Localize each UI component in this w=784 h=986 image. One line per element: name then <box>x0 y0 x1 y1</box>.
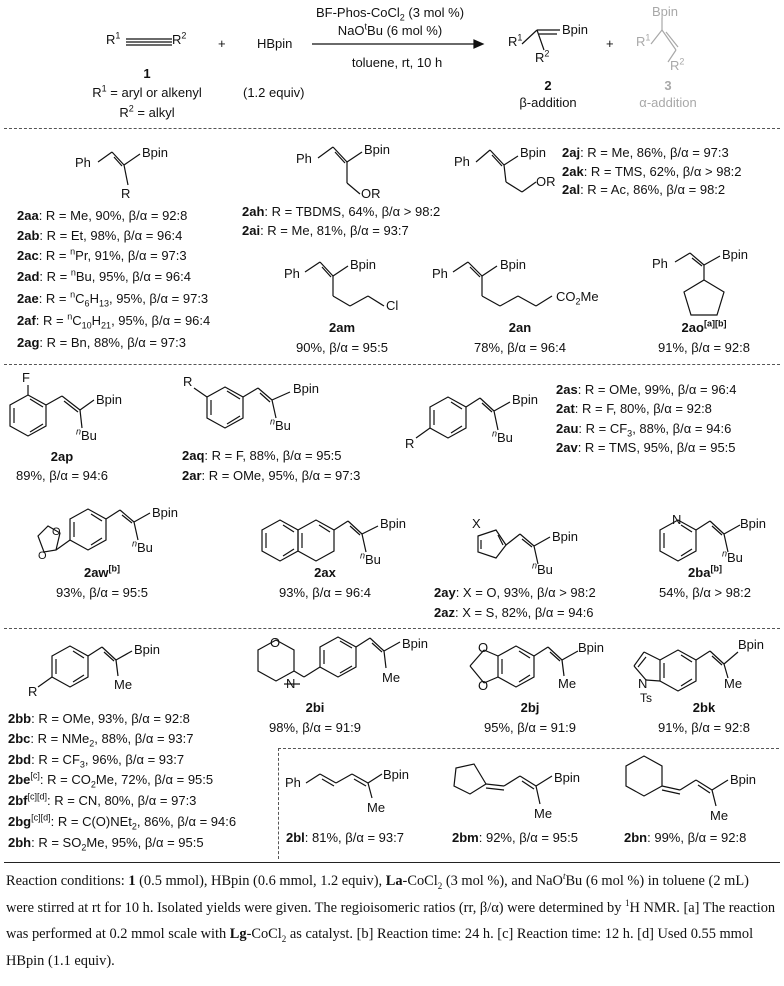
o-2bj-1: O <box>478 640 489 655</box>
caption-rule <box>4 862 780 863</box>
me-2bn: Me <box>710 808 729 823</box>
label-2aw: 2aw[b] <box>83 563 121 580</box>
label-2bk: 2bk <box>692 700 716 715</box>
yield-2am: 90%, β/α = 95:5 <box>296 340 388 355</box>
bpin-2bj: Bpin <box>578 640 605 655</box>
label-2ba: 2ba[b] <box>688 563 722 580</box>
condition-catalyst: BF-Phos-CoCl$_2$ (3 mol %) <box>315 5 465 23</box>
bpin-2as: Bpin <box>512 392 539 407</box>
nbu-2as: $^n$Bu <box>492 428 513 445</box>
row-2af: 2af: $R = ^nC_{10}H_{21}$, 95%, β/α = 96:4 <box>17 311 211 331</box>
bpin-2aq: Bpin <box>293 381 320 396</box>
ph-2ah: Ph <box>296 151 312 166</box>
yield-2bk: 91%, β/α = 92:8 <box>658 720 750 735</box>
ts-2bk: Ts <box>640 691 652 705</box>
n-2ba: N <box>672 512 682 527</box>
f-2ap: F <box>22 370 30 385</box>
label-2an: 2an <box>508 320 532 335</box>
alkyne-r1: $R^1$ <box>106 30 121 47</box>
row-2ad: 2ad: R = $^n$Bu, 95%, β/α = 96:4 <box>17 267 191 284</box>
compound-3-label: 3 <box>664 78 672 93</box>
r-2as: R <box>405 436 415 451</box>
n-2bk: N <box>638 676 648 691</box>
row-2av: 2av: R = TMS, 95%, β/α = 95:5 <box>556 440 736 455</box>
r2-definition: $R^2$ = alkyl <box>119 103 175 120</box>
bpin-2ax: Bpin <box>380 516 407 531</box>
bpin-2ba: Bpin <box>740 516 767 531</box>
hbpin-equiv: (1.2 equiv) <box>243 85 305 100</box>
me-2bj: Me <box>558 676 577 691</box>
product-2-bpin: Bpin <box>562 22 589 37</box>
alkyne-r2: $R^2$ <box>172 30 187 47</box>
row-2at: 2at: R = F, 80%, β/α = 92:8 <box>556 401 712 416</box>
row-2au: 2au: $R = CF_3$, 88%, β/α = 94:6 <box>556 421 732 439</box>
label-2bj: 2bj <box>520 700 540 715</box>
o-2bi: O <box>270 635 281 650</box>
r-2bb: R <box>28 684 38 699</box>
label-2bi: 2bi <box>305 700 325 715</box>
condition-base: NaO$^t$Bu (6 mol %) <box>337 21 443 38</box>
row-2bc: 2bc: R = NMe$_2$, 88%, β/α = 93:7 <box>8 731 194 749</box>
row-2as: 2as: R = OMe, 99%, β/α = 96:4 <box>556 382 737 397</box>
bpin-2bn: Bpin <box>730 772 757 787</box>
bpin-2aa: Bpin <box>142 145 169 160</box>
compound-3-desc: α-addition <box>639 95 697 110</box>
row-2bg: 2bg[c][d]: R = C(O)NEt$_2$, 86%, β/α = 94:6 <box>8 812 237 832</box>
nbu-2aw: $^n$Bu <box>132 538 153 555</box>
r-2aa: R <box>121 186 131 201</box>
bpin-2ah: Bpin <box>364 142 391 157</box>
yield-2ba: 54%, β/α > 98:2 <box>659 585 751 600</box>
ph-2am: Ph <box>284 266 300 281</box>
bpin-2bk: Bpin <box>738 637 765 652</box>
or-2aj: OR <box>536 174 556 189</box>
row-2ab: 2ab: R = Et, 98%, β/α = 96:4 <box>17 228 183 243</box>
r-2aq: R <box>183 374 193 389</box>
label-2ax: 2ax <box>314 565 336 580</box>
me-2bl: Me <box>367 800 386 815</box>
bpin-2bm: Bpin <box>554 770 581 785</box>
row-2bb: 2bb: R = OMe, 93%, β/α = 92:8 <box>8 711 190 726</box>
compound-1-label: 1 <box>143 66 151 81</box>
compound-2-label: 2 <box>544 78 552 93</box>
row-2bf: 2bf[c][d]: R = CN, 80%, β/α = 97:3 <box>8 791 197 808</box>
me-2bi: Me <box>382 670 401 685</box>
yield-2aw: 93%, β/α = 95:5 <box>56 585 148 600</box>
compound-2-desc: β-addition <box>519 95 577 110</box>
bpin-2am: Bpin <box>350 257 377 272</box>
row-2aj: 2aj: R = Me, 86%, β/α = 97:3 <box>562 145 729 160</box>
row-2ac: 2ac: R = $^n$Pr, 91%, β/α = 97:3 <box>17 246 187 263</box>
ph-2ao: Ph <box>652 256 668 271</box>
bpin-2bi: Bpin <box>402 636 429 651</box>
bpin-2an: Bpin <box>500 257 527 272</box>
nbu-2ay: $^n$Bu <box>532 560 553 577</box>
hbpin-reagent: HBpin <box>257 36 293 51</box>
me-2bb: Me <box>114 677 133 692</box>
label-2ap: 2ap <box>50 449 74 464</box>
row-2ae: 2ae: $R = ^nC_6H_{13}$, 95%, β/α = 97:3 <box>17 289 209 309</box>
n-2bi: N <box>286 676 296 691</box>
bpin-2ao: Bpin <box>722 247 749 262</box>
row-2ay: 2ay: X = O, 93%, β/α > 98:2 <box>434 585 596 600</box>
x-2ay: X <box>472 516 481 531</box>
row-2az: 2az: X = S, 82%, β/α = 94:6 <box>434 605 594 620</box>
plus-sign: + <box>218 36 226 51</box>
row-2bh: 2bh: $R = SO_2Me$, 95%, β/α = 95:5 <box>8 835 204 853</box>
nbu-2ap: $^n$Bu <box>76 426 97 443</box>
nbu-2ba: $^n$Bu <box>722 548 743 565</box>
o-2aw-1: O <box>52 526 61 538</box>
yield-2bi: 98%, β/α = 91:9 <box>269 720 361 735</box>
bpin-2bb: Bpin <box>134 642 161 657</box>
row-2ak: 2ak: R = TMS, 62%, β/α > 98:2 <box>562 164 742 179</box>
row-2bm: 2bm: 92%, β/α = 95:5 <box>452 830 578 845</box>
ph-2an: Ph <box>432 266 448 281</box>
me-2bk: Me <box>724 676 743 691</box>
product-2-r1: $R^1$ <box>508 32 523 49</box>
label-2am: 2am <box>328 320 356 335</box>
bpin-2ay: Bpin <box>552 529 579 544</box>
label-2ao: 2ao[a][b] <box>681 318 727 335</box>
me-2bm: Me <box>534 806 553 821</box>
product-3-bpin: Bpin <box>652 4 679 19</box>
yield-2ax: 93%, β/α = 96:4 <box>279 585 371 600</box>
yield-2bj: 95%, β/α = 91:9 <box>484 720 576 735</box>
yield-2an: 78%, β/α = 96:4 <box>474 340 566 355</box>
yield-2ap: 89%, β/α = 94:6 <box>16 468 108 483</box>
bpin-2ap: Bpin <box>96 392 123 407</box>
row-2bd: 2bd: $R = CF_3$, 96%, β/α = 93:7 <box>8 752 185 770</box>
condition-solvent: toluene, rt, 10 h <box>351 55 443 70</box>
row-2aq: 2aq: R = F, 88%, β/α = 95:5 <box>182 448 342 463</box>
ph-2aa: Ph <box>75 155 91 170</box>
cl-2am: Cl <box>386 298 399 313</box>
table-caption: Reaction conditions: 1 (0.5 mmol), HBpin (0.6 mmol, 1.2 equiv), La-CoCl$_2$ (3 mol %), and NaO$^t$Bu (6 mol %) in toluene (2 mL) were stirred at rt for 10 h. Isolated yields were given. The regioisomeric ratios (rr, β/α) were determined by $^1$H NMR. [a] The reaction was performed at 0.2 mmol scale with Lg-CoCl$_2$ as catalyst. [b] Reaction time: 24 h. [c] Reaction time: 12 h. [d] Used 0.55 mmol HBpin (1.1 equiv). <box>6 871 776 969</box>
row-2ah: 2ah: R = TBDMS, 64%, β/α > 98:2 <box>242 204 441 219</box>
nbu-2aq: $^n$Bu <box>270 416 291 433</box>
product-2-r2: $R^2$ <box>535 48 550 65</box>
row-2bl: 2bl: 81%, β/α = 93:7 <box>286 830 404 845</box>
co2me-2an: $CO_2Me$ <box>556 289 599 307</box>
plus-sign-2: + <box>606 36 614 51</box>
product-3-r2: $R^2$ <box>670 56 685 73</box>
or-2ah: OR <box>361 186 381 201</box>
o-2bj-2: O <box>478 678 489 693</box>
nbu-2ax: $^n$Bu <box>360 550 381 567</box>
row-2ar: 2ar: R = OMe, 95%, β/α = 97:3 <box>182 468 361 483</box>
r1-definition: $R^1$ = aryl or alkenyl <box>92 83 202 100</box>
row-2aa: 2aa: R = Me, 90%, β/α = 92:8 <box>17 208 188 223</box>
row-2ai: 2ai: R = Me, 81%, β/α = 93:7 <box>242 223 409 238</box>
bpin-2bl: Bpin <box>383 767 410 782</box>
product-3-r1: $R^1$ <box>636 32 651 49</box>
bpin-2aw: Bpin <box>152 505 179 520</box>
yield-2ao: 91%, β/α = 92:8 <box>658 340 750 355</box>
ph-2bl: Ph <box>285 775 301 790</box>
ph-2aj: Ph <box>454 154 470 169</box>
row-2bn: 2bn: 99%, β/α = 92:8 <box>624 830 747 845</box>
bpin-2aj: Bpin <box>520 145 547 160</box>
row-2ag: 2ag: R = Bn, 88%, β/α = 97:3 <box>17 335 186 350</box>
o-2aw-2: O <box>38 550 47 562</box>
row-2be: 2be[c]: $R = CO_2Me$, 72%, β/α = 95:5 <box>8 770 214 790</box>
row-2al: 2al: R = Ac, 86%, β/α = 98:2 <box>562 182 726 197</box>
